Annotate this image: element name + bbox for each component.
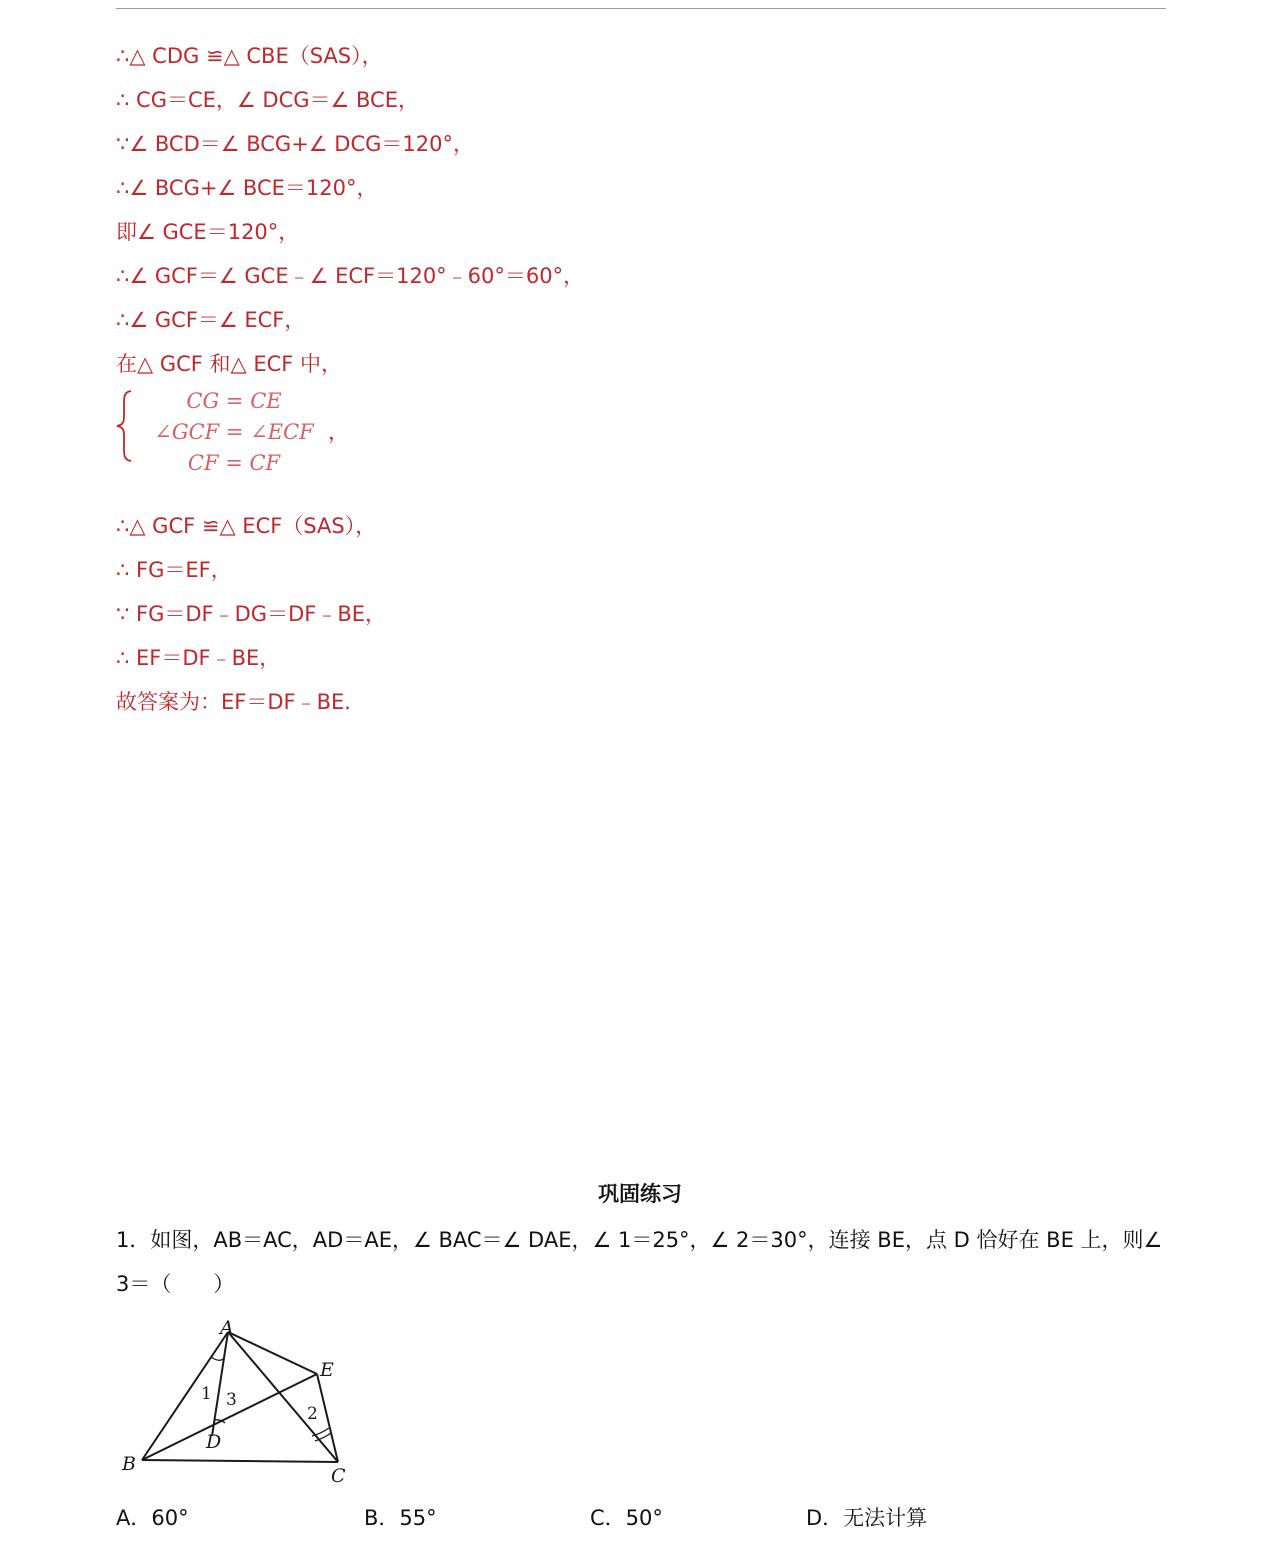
angle-label-1: 1 [201, 1384, 212, 1404]
proof-line-9: ∴△ GCF ≌△ ECF（SAS）， [116, 514, 377, 538]
proof-line-13: 故答案为：EF＝DF﹣BE． [116, 690, 366, 714]
proof-line-7: ∴∠ GCF＝∠ ECF， [116, 308, 306, 332]
proof-line-2: ∴ CG＝CE，∠ DCG＝∠ BCE， [116, 88, 419, 112]
proof-line-4: ∴∠ BCG+∠ BCE＝120°， [116, 176, 378, 200]
option-c[interactable]: C．50° [590, 1506, 663, 1530]
option-a[interactable]: A．60° [116, 1506, 189, 1530]
page-top-rule [116, 8, 1166, 9]
proof-line-11: ∵ FG＝DF﹣DG＝DF﹣BE， [116, 602, 387, 626]
option-d[interactable]: D．无法计算 [806, 1506, 928, 1530]
system-equation-3: CF = CF [187, 451, 281, 475]
segment-be [142, 1374, 317, 1460]
equation-system [116, 384, 1166, 478]
answer-options [0, 1496, 1280, 1540]
segment-bc [142, 1460, 338, 1462]
vertex-label-b: B [122, 1453, 136, 1475]
vertex-label-e: E [320, 1359, 334, 1381]
proof-line-5: 即∠ GCE＝120°， [116, 220, 300, 244]
proof-line-6: ∴∠ GCF＝∠ GCE﹣∠ ECF＝120°﹣60°＝60°， [116, 264, 585, 288]
vertex-label-d: D [206, 1431, 222, 1453]
option-b[interactable]: B．55° [364, 1506, 437, 1530]
system-trailing-comma: ， [328, 420, 349, 444]
section-title: 巩固练习 [598, 1182, 682, 1206]
angle-2-arc [312, 1428, 329, 1436]
system-equation-2: ∠GCF = ∠ECF [154, 420, 314, 444]
question-1-stem: 1．如图，AB＝AC，AD＝AE，∠ BAC＝∠ DAE，∠ 1＝25°，∠ 2＝30°，连接 BE，点 D 恰好在 BE 上，则∠ 3＝（ ） [116, 1228, 1163, 1296]
proof-line-8: 在△ GCF 和△ ECF 中， [116, 352, 343, 376]
proof-line-10: ∴ FG＝EF， [116, 558, 232, 582]
proof-line-3: ∵∠ BCD＝∠ BCG+∠ DCG＝120°， [116, 132, 474, 156]
angle-label-2: 2 [307, 1404, 318, 1424]
angle-1-arc [211, 1357, 224, 1360]
segment-ae [228, 1332, 317, 1374]
angle-label-3: 3 [226, 1390, 237, 1410]
vertex-label-c: C [331, 1465, 346, 1487]
vertex-label-a: A [220, 1317, 234, 1339]
solution-proof [116, 34, 1166, 724]
proof-line-1: ∴△ CDG ≌△ CBE（SAS）， [116, 44, 383, 68]
proof-line-12: ∴ EF＝DF﹣BE， [116, 646, 281, 670]
geometry-figure [112, 1312, 362, 1490]
left-brace-icon [116, 390, 134, 462]
system-equation-1: CG = CE [186, 389, 282, 413]
